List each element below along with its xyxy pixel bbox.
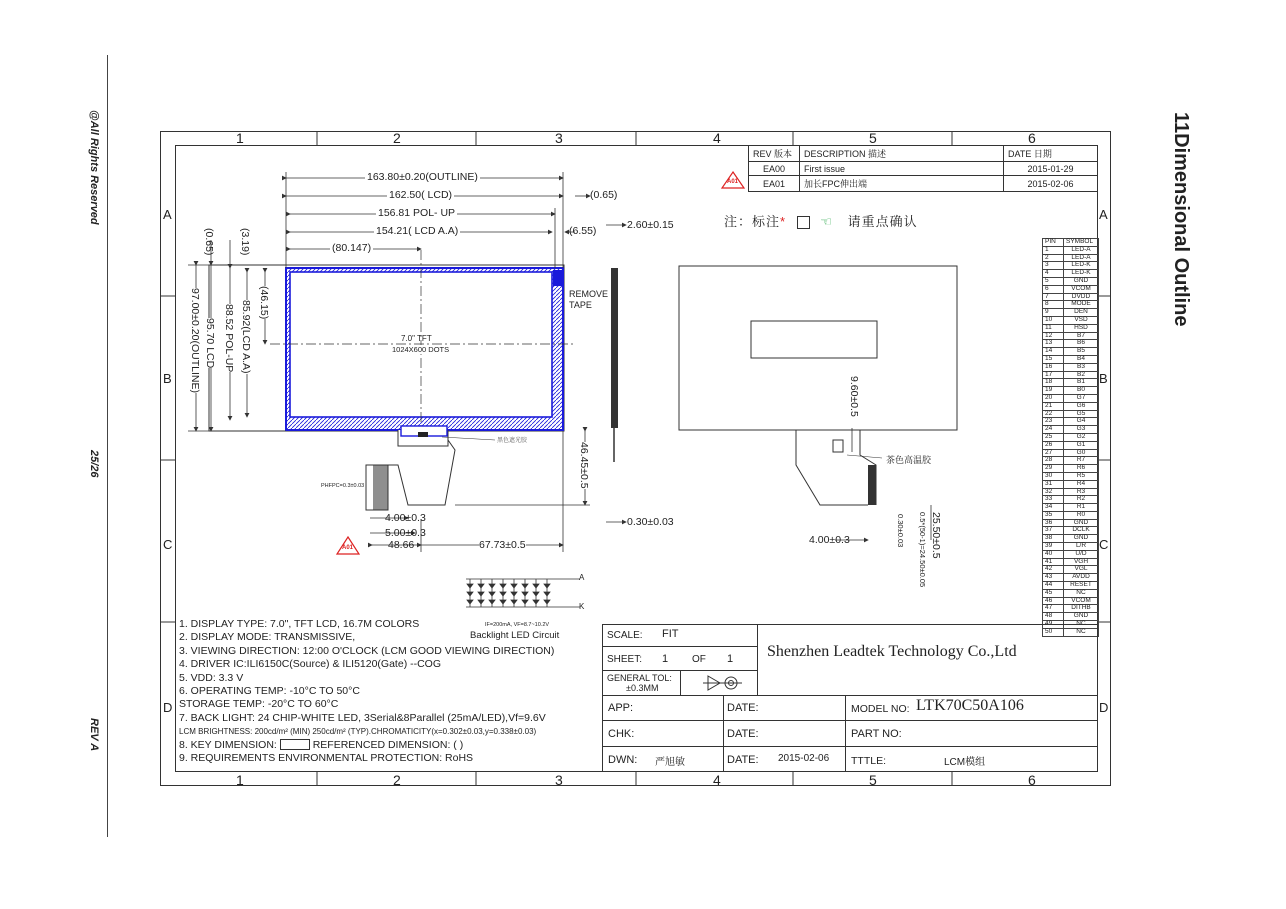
- dim-left-065: (0.65): [203, 228, 215, 256]
- dim-aa-width: 154.21( LCD A.A): [376, 225, 459, 237]
- pin-number: 8: [1043, 301, 1064, 309]
- panel-label-size: 7.0" TFT: [401, 334, 432, 343]
- model-value: LTK70C50A106: [916, 697, 1024, 714]
- pin-number: 24: [1043, 426, 1064, 434]
- dim-back-1: 9.60±0.5: [848, 376, 860, 417]
- pin-number: 48: [1043, 613, 1064, 621]
- backlight-title: Backlight LED Circuit: [470, 630, 560, 641]
- pin-number: 40: [1043, 550, 1064, 558]
- remove-tape-label: REMOVE TAPE: [569, 289, 609, 310]
- grid-col-6: 6: [1028, 130, 1036, 146]
- pin-symbol: VSD: [1064, 316, 1099, 324]
- pin-number: 25: [1043, 433, 1064, 441]
- note-8: [179, 739, 554, 752]
- pin-number: 26: [1043, 441, 1064, 449]
- dim-back-2: 4.00±0.3: [809, 534, 850, 546]
- backlight-label-a: A: [579, 573, 585, 582]
- dim-back-3: 25.50±0.5: [930, 512, 942, 559]
- back-view: [679, 266, 957, 540]
- grid-col-2: 2: [393, 130, 401, 146]
- sheet-of-label: OF: [692, 654, 706, 665]
- note-6: 6. OPERATING TEMP: -10°C TO 50°C: [179, 685, 360, 698]
- title-label: TTTLE:: [851, 755, 887, 767]
- pin-symbol: B1: [1064, 379, 1099, 387]
- dwn-label: DWN:: [608, 754, 638, 766]
- note-7b: LCM BRIGHTNESS: 200cd/m² (MIN) 250cd/m² (TYP).CHROMATICITY(x=0.302±0.03,y=0.338±0.03): [179, 727, 537, 737]
- pin-symbol: R7: [1064, 457, 1099, 465]
- note-8-suffix: REFERENCED DIMENSION: ( ): [312, 738, 464, 751]
- pin-symbol: DEN: [1064, 309, 1099, 317]
- pin-number: 4: [1043, 270, 1064, 278]
- dwn-value: 严旭敏: [655, 757, 685, 768]
- pin-number: 21: [1043, 402, 1064, 410]
- note-1: 1. DISPLAY TYPE: 7.0", TFT LCD, 16.7M COLORS: [179, 618, 420, 630]
- grid-col-3: 3: [555, 130, 563, 146]
- pin-header-pin: PIN: [1043, 239, 1064, 247]
- dim-side-thickness: 2.60±0.15: [627, 219, 674, 231]
- note-legend-prefix: 注：标注: [724, 214, 781, 229]
- dim-fpc-4: 67.73±0.5: [479, 539, 526, 551]
- rev-row-2-desc: 加长FPC伸出端: [800, 176, 1004, 192]
- grid-col-4: 4: [713, 130, 721, 146]
- grid-col-5: 5: [869, 130, 877, 146]
- pin-symbol: DITHB: [1064, 605, 1099, 613]
- pin-symbol: VCOM: [1064, 597, 1099, 605]
- pin-symbol: DCLK: [1064, 527, 1099, 535]
- spec-notes: [179, 618, 554, 765]
- rev-header-rev: REV 版本: [749, 146, 800, 162]
- grid-row-a: A: [163, 207, 172, 222]
- note-2: 2. DISPLAY MODE: TRANSMISSIVE,: [179, 631, 356, 644]
- rev-row-2-date: 2015-02-06: [1004, 176, 1098, 192]
- dim-right-655: (6.55): [569, 225, 597, 237]
- app-label: APP:: [608, 702, 634, 714]
- pin-symbol: G3: [1064, 426, 1099, 434]
- pin-symbol: G4: [1064, 418, 1099, 426]
- pin-row: [1043, 285, 1099, 293]
- grid-col-3-bottom: 3: [555, 772, 563, 788]
- tb-line-v3: [845, 695, 846, 772]
- pin-symbol: R0: [1064, 511, 1099, 519]
- backlight-label-k: K: [579, 602, 585, 611]
- dim-back-5: 0.5*(50-1)=24.50±0.05: [918, 512, 927, 588]
- pin-number: 34: [1043, 504, 1064, 512]
- date-label-1: DATE:: [727, 702, 759, 714]
- pin-symbol: B0: [1064, 387, 1099, 395]
- date-label-2: DATE:: [727, 728, 759, 740]
- pin-number: 19: [1043, 387, 1064, 395]
- pin-row: [1043, 550, 1099, 558]
- pin-row: [1043, 270, 1099, 278]
- pin-symbol: B4: [1064, 355, 1099, 363]
- pin-number: 50: [1043, 628, 1064, 636]
- tolerance-label: GENERAL TOL:: [607, 673, 672, 683]
- pin-number: 17: [1043, 371, 1064, 379]
- pin-number: 42: [1043, 566, 1064, 574]
- dim-fpc-2: 5.00±0.3: [385, 527, 426, 539]
- rev-row-2-rev: EA01: [749, 176, 800, 192]
- pin-number: 7: [1043, 293, 1064, 301]
- pin-symbol: R6: [1064, 465, 1099, 473]
- pin-symbol: B3: [1064, 363, 1099, 371]
- note-7: 7. BACK LIGHT: 24 CHIP-WHITE LED, 3Serial&8Parallel (25mA/LED),Vf=9.6V: [179, 711, 546, 724]
- pin-number: 29: [1043, 465, 1064, 473]
- pin-symbol: G5: [1064, 410, 1099, 418]
- pin-symbol: LED-A: [1064, 246, 1099, 254]
- sheet-label: SHEET:: [607, 654, 643, 665]
- pin-number: 22: [1043, 410, 1064, 418]
- pin-symbol: B7: [1064, 332, 1099, 340]
- pin-number: 2: [1043, 254, 1064, 262]
- pin-number: 18: [1043, 379, 1064, 387]
- dim-fpc-height: 46.45±0.5: [578, 442, 590, 489]
- pin-number: 31: [1043, 480, 1064, 488]
- pin-number: 36: [1043, 519, 1064, 527]
- pin-number: 14: [1043, 348, 1064, 356]
- dim-aa-height: 85.92(LCD A.A): [240, 300, 252, 374]
- pin-number: 45: [1043, 589, 1064, 597]
- pin-header-symbol: SYMBOL: [1064, 239, 1099, 247]
- fpc-note-label: PHFPC=0.3±0.03: [321, 483, 365, 489]
- pin-symbol: GND: [1064, 535, 1099, 543]
- tape-note-label: 黑色遮光胶: [497, 438, 528, 444]
- title-value: LCM模组: [944, 757, 986, 768]
- fpc-revision-marker-label: A01: [342, 545, 354, 551]
- rev-row-1-rev: EA00: [749, 162, 800, 176]
- pin-symbol: AVDD: [1064, 574, 1099, 582]
- grid-row-d: D: [163, 700, 173, 715]
- section-title: 11Dimensional Outline: [1170, 112, 1192, 327]
- pin-number: 43: [1043, 574, 1064, 582]
- pin-symbol: R1: [1064, 504, 1099, 512]
- back-tape-note: 茶色高温胶: [886, 455, 932, 465]
- pin-number: 13: [1043, 340, 1064, 348]
- grid-row-a-right: A: [1099, 207, 1108, 222]
- pin-symbol: G7: [1064, 394, 1099, 402]
- pin-row: [1043, 402, 1099, 410]
- side-view: [606, 225, 626, 522]
- pin-symbol: G2: [1064, 433, 1099, 441]
- grid-row-b: B: [163, 371, 172, 386]
- pin-table: [1042, 238, 1099, 637]
- dim-lcd-height: 95.70 LCD: [204, 318, 216, 369]
- grid-row-c: C: [163, 537, 173, 552]
- scale-value: FIT: [662, 628, 679, 640]
- pin-number: 44: [1043, 582, 1064, 590]
- pin-symbol: R3: [1064, 488, 1099, 496]
- sheet-number: 1: [662, 653, 669, 665]
- grid-row-d-right: D: [1099, 700, 1109, 715]
- pin-symbol: NC: [1064, 621, 1099, 629]
- tb-line-v4: [680, 670, 681, 695]
- note-legend-star: *: [780, 214, 787, 229]
- pin-number: 32: [1043, 488, 1064, 496]
- pin-symbol: R4: [1064, 480, 1099, 488]
- pin-number: 16: [1043, 363, 1064, 371]
- dim-left-319: (3.19): [239, 228, 251, 256]
- rev-header-desc: DESCRIPTION 描述: [800, 146, 1004, 162]
- pin-symbol: HSD: [1064, 324, 1099, 332]
- pin-number: 38: [1043, 535, 1064, 543]
- grid-col-2-bottom: 2: [393, 772, 401, 788]
- pin-symbol: LED-K: [1064, 262, 1099, 270]
- note-4: 4. DRIVER IC:ILI6150C(Source) & ILI5120(Gate) --COG: [179, 658, 442, 671]
- pin-number: 39: [1043, 543, 1064, 551]
- pin-number: 47: [1043, 605, 1064, 613]
- dim-back-4: 0.30±0.03: [896, 514, 905, 548]
- pin-symbol: G1: [1064, 441, 1099, 449]
- pin-symbol: NC: [1064, 589, 1099, 597]
- chk-label: CHK:: [608, 728, 635, 740]
- note-legend: [724, 211, 918, 230]
- tb-line-h4: [602, 720, 1098, 721]
- revision-text: REV A: [88, 718, 100, 752]
- model-label: MODEL NO:: [851, 703, 910, 715]
- pin-symbol: LED-K: [1064, 270, 1099, 278]
- pin-number: 46: [1043, 597, 1064, 605]
- rev-row-1-date: 2015-01-29: [1004, 162, 1098, 176]
- page-number: 25/26: [88, 450, 100, 478]
- note-6b: STORAGE TEMP: -20°C TO 60°C: [179, 698, 339, 711]
- pin-symbol: VGL: [1064, 566, 1099, 574]
- panel-label-resolution: 1024X600 DOTS: [392, 345, 450, 354]
- revision-marker-label: A01: [727, 179, 739, 185]
- pin-number: 35: [1043, 511, 1064, 519]
- pin-row: [1043, 589, 1099, 597]
- pin-number: 15: [1043, 355, 1064, 363]
- pin-number: 23: [1043, 418, 1064, 426]
- pin-row: [1043, 301, 1099, 309]
- pin-symbol: VCOM: [1064, 285, 1099, 293]
- dim-outline-width: 163.80±0.20(OUTLINE): [367, 171, 478, 183]
- pin-number: 9: [1043, 309, 1064, 317]
- pin-symbol: R5: [1064, 472, 1099, 480]
- revision-table: [748, 145, 1098, 192]
- rev-row-1-desc: First issue: [800, 162, 1004, 176]
- pin-number: 41: [1043, 558, 1064, 566]
- pin-number: 12: [1043, 332, 1064, 340]
- pin-symbol: U/D: [1064, 550, 1099, 558]
- dim-right-065: (0.65): [590, 189, 618, 201]
- tb-line-v2: [723, 695, 724, 772]
- scale-label: SCALE:: [607, 630, 643, 641]
- dim-pol-up-height: 88.52 POL-UP: [223, 304, 235, 373]
- tolerance-value: ±0.3MM: [626, 683, 659, 693]
- dim-fpc-1: 4.00±0.3: [385, 512, 426, 524]
- pin-number: 10: [1043, 316, 1064, 324]
- company-name: Shenzhen Leadtek Technology Co.,Ltd: [767, 643, 1017, 660]
- note-8-label: 8. KEY DIMENSION:: [179, 738, 277, 751]
- pin-number: 5: [1043, 277, 1064, 285]
- tb-line-h5: [602, 746, 1098, 747]
- dim-offset-y: (46.15): [258, 286, 270, 320]
- pin-symbol: G0: [1064, 449, 1099, 457]
- pin-number: 1: [1043, 246, 1064, 254]
- rights-reserved-text: @All Rights Reserved: [88, 110, 100, 225]
- dim-lcd-width: 162.50( LCD): [389, 189, 453, 201]
- grid-col-5-bottom: 5: [869, 772, 877, 788]
- pin-symbol: VGH: [1064, 558, 1099, 566]
- pin-symbol: LED-A: [1064, 254, 1099, 262]
- grid-col-1: 1: [236, 130, 244, 146]
- pin-number: 30: [1043, 472, 1064, 480]
- note-3: 3. VIEWING DIRECTION: 12:00 O'CLOCK (LCM GOOD VIEWING DIRECTION): [179, 644, 555, 657]
- pin-number: 28: [1043, 457, 1064, 465]
- pin-row: [1043, 480, 1099, 488]
- pin-row: [1043, 324, 1099, 332]
- dim-outline-height: 97.00±0.20(OUTLINE): [189, 288, 201, 393]
- pin-number: 6: [1043, 285, 1064, 293]
- pin-symbol: GND: [1064, 519, 1099, 527]
- pin-symbol: RESET: [1064, 582, 1099, 590]
- date-value: 2015-02-06: [778, 753, 830, 764]
- key-dimension-box: [280, 739, 310, 750]
- part-label: PART NO:: [851, 728, 902, 740]
- pin-number: 37: [1043, 527, 1064, 535]
- grid-col-4-bottom: 4: [713, 772, 721, 788]
- grid-col-1-bottom: 1: [236, 772, 244, 788]
- sheet-total: 1: [727, 653, 734, 665]
- tb-line-v1: [757, 624, 758, 695]
- pin-symbol: L/R: [1064, 543, 1099, 551]
- pin-symbol: G6: [1064, 402, 1099, 410]
- pin-symbol: GND: [1064, 613, 1099, 621]
- grid-row-b-right: B: [1099, 371, 1108, 386]
- pin-symbol: DVDD: [1064, 293, 1099, 301]
- pin-number: 11: [1043, 324, 1064, 332]
- pin-number: 49: [1043, 621, 1064, 629]
- rev-header-date: DATE 日期: [1004, 146, 1098, 162]
- tb-line-h1: [602, 646, 757, 647]
- pin-row: [1043, 441, 1099, 449]
- pin-symbol: B5: [1064, 348, 1099, 356]
- pin-symbol: B6: [1064, 340, 1099, 348]
- grid-row-c-right: C: [1099, 537, 1109, 552]
- date-label-3: DATE:: [727, 754, 759, 766]
- note-9: 9. REQUIREMENTS ENVIRONMENTAL PROTECTION: RoHS: [179, 752, 474, 765]
- pin-number: 33: [1043, 496, 1064, 504]
- note-5: 5. VDD: 3.3 V: [179, 671, 244, 684]
- pin-symbol: R2: [1064, 496, 1099, 504]
- note-legend-suffix: 请重点确认: [847, 214, 918, 229]
- pin-number: 3: [1043, 262, 1064, 270]
- pin-symbol: GND: [1064, 277, 1099, 285]
- pointing-hand-icon: ☜: [820, 214, 833, 229]
- pin-number: 20: [1043, 394, 1064, 402]
- backlight-spec: IF=200mA, VF=8.7~10.2V: [485, 622, 550, 628]
- key-box: [797, 216, 810, 229]
- backlight-circuit: [466, 579, 580, 607]
- pin-row: [1043, 246, 1099, 254]
- pin-row: [1043, 363, 1099, 371]
- pin-number: 27: [1043, 449, 1064, 457]
- pin-symbol: B2: [1064, 371, 1099, 379]
- dim-side-bottom: 0.30±0.03: [627, 516, 674, 528]
- grid-col-6-bottom: 6: [1028, 772, 1036, 788]
- pin-symbol: NC: [1064, 628, 1099, 636]
- tb-line-h3: [602, 695, 1098, 696]
- dim-fpc-3: 48.66: [388, 539, 415, 551]
- dim-offset-x: (80.147): [332, 242, 372, 254]
- dim-pol-up-width: 156.81 POL- UP: [378, 207, 456, 219]
- pin-symbol: MODE: [1064, 301, 1099, 309]
